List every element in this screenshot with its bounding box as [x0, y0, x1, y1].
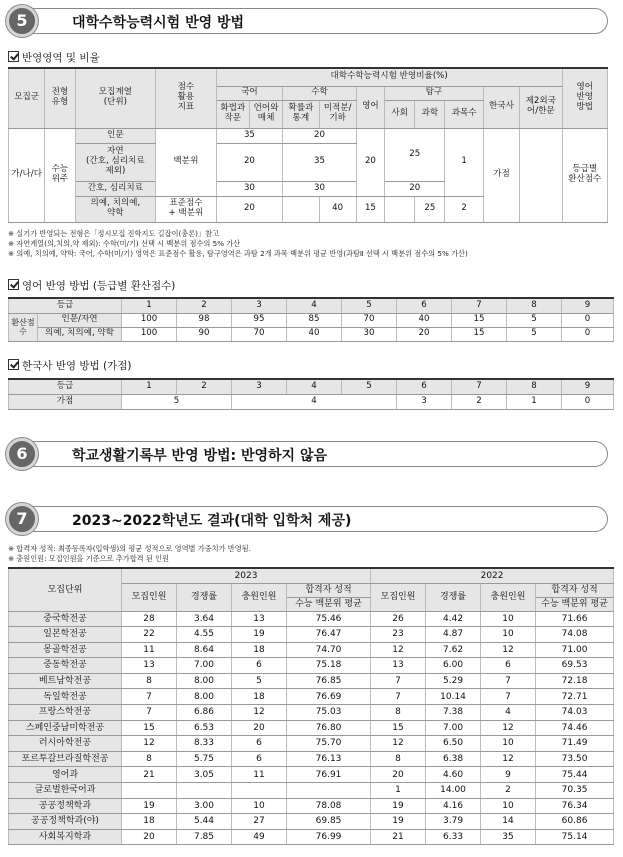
header-foreign: 제2외국 어/한문 — [520, 86, 562, 128]
row-value: 7.62 — [426, 642, 481, 658]
row-value: 74.08 — [536, 627, 614, 643]
row-value: 72.18 — [536, 673, 614, 689]
row-value: 4.16 — [426, 798, 481, 814]
row-unit: 몽골학전공 — [9, 642, 122, 658]
table-row — [9, 767, 614, 783]
eng-val: 15 — [452, 313, 507, 327]
eng-grade: 2 — [177, 298, 232, 313]
row-value: 12 — [371, 642, 426, 658]
cell-english: 20 — [356, 128, 384, 196]
row-value: 27 — [232, 814, 287, 830]
header-m1: 확률과 통계 — [283, 100, 319, 128]
cell-r2-math: 35 — [283, 143, 357, 181]
note-line: ※ 합격자 성적: 최종등록자(입학생)의 평균 성적으로 영역별 가중치가 반영됨. — [8, 544, 251, 553]
cell-eng-method: 등급별 환산점수 — [562, 128, 607, 222]
table-row — [9, 658, 614, 674]
row-value: 49 — [232, 829, 287, 845]
row-value: 10.14 — [426, 689, 481, 705]
row-value: 60.86 — [536, 814, 614, 830]
cell-r2-korean: 20 — [216, 143, 283, 181]
row-value: 74.70 — [287, 642, 371, 658]
section-6-header — [6, 438, 606, 470]
row-unit: 중국학전공 — [9, 611, 122, 627]
row-value: 1 — [371, 783, 426, 799]
row-value: 20 — [371, 767, 426, 783]
eng-val: 5 — [507, 313, 562, 327]
row-value: 22 — [122, 627, 177, 643]
row-value: 4.42 — [426, 611, 481, 627]
cell-r4-korean: 20 — [216, 196, 283, 222]
row-value: 78.08 — [287, 798, 371, 814]
eng-val: 70 — [232, 327, 287, 341]
row-value: 21 — [122, 767, 177, 783]
row-unit: 베트남학전공 — [9, 673, 122, 689]
cell-r3-inquiry: 20 — [385, 181, 445, 196]
row-value: 2 — [481, 783, 536, 799]
table-row — [9, 829, 614, 845]
hist-grade: 7 — [452, 379, 507, 394]
row-value: 5.75 — [177, 751, 232, 767]
hist-grade: 9 — [562, 379, 614, 394]
row-value: 23 — [371, 627, 426, 643]
row-value — [122, 783, 177, 799]
row-value — [177, 783, 232, 799]
row-value: 71.00 — [536, 642, 614, 658]
row-value: 19 — [371, 814, 426, 830]
header-m2: 미적분/ 기하 — [319, 100, 356, 128]
row-value: 7.00 — [177, 658, 232, 674]
row-unit: 러시아학전공 — [9, 736, 122, 752]
row-value: 13 — [232, 611, 287, 627]
row-value: 75.18 — [287, 658, 371, 674]
cell-r3-math: 30 — [283, 181, 357, 196]
row-unit: 일본학전공 — [9, 627, 122, 643]
row-value: 26 — [371, 611, 426, 627]
row-unit: 스페인중남미학전공 — [9, 720, 122, 736]
notes-csat — [8, 229, 468, 259]
results-header-quota: 모집인원 — [371, 583, 426, 611]
header-history: 한국사 — [483, 86, 519, 128]
subheading-english: 영어 반영 방법 (등급별 환산점수) — [8, 278, 175, 293]
row-unit: 공공정책학과(야) — [9, 814, 122, 830]
row-value: 76.69 — [287, 689, 371, 705]
cell-inquiry: 25 — [385, 128, 445, 181]
row-value: 75.46 — [287, 611, 371, 627]
cell-unit-natural: 자연 (간호, 심리치료 제외) — [75, 143, 156, 181]
row-value: 71.49 — [536, 736, 614, 752]
section-7-number: 7 — [6, 503, 38, 535]
row-unit: 포르투갈브라질학전공 — [9, 751, 122, 767]
note-line: ※ 충원인원: 모집인원을 기준으로 추가합격 된 인원 — [8, 554, 170, 563]
table-row — [9, 673, 614, 689]
row-value: 19 — [232, 627, 287, 643]
row-value: 76.85 — [287, 673, 371, 689]
eng-grade-label: 등급 — [9, 298, 122, 313]
section-7-title: 2023~2022학년도 결과(대학 입학처 제공) — [72, 513, 352, 529]
cell-score-b: 표준점수 + 백분위 — [156, 196, 216, 222]
cell-r3-korean: 30 — [216, 181, 283, 196]
subheading-ratio: 반영영역 및 비율 — [8, 50, 100, 65]
row-value: 76.91 — [287, 767, 371, 783]
hist-val: 3 — [397, 394, 452, 409]
row-value: 10 — [481, 611, 536, 627]
row-unit: 글로벌한국어과 — [9, 783, 122, 799]
row-value: 7 — [481, 673, 536, 689]
row-unit: 중동학전공 — [9, 658, 122, 674]
row-value: 35 — [481, 829, 536, 845]
row-value: 18 — [232, 642, 287, 658]
section-6-title: 학교생활기록부 반영 방법: 반영하지 않음 — [72, 448, 328, 464]
row-value: 12 — [371, 736, 426, 752]
row-unit: 영어과 — [9, 767, 122, 783]
row-value: 11 — [122, 642, 177, 658]
note-line: ※ 의예, 치의예, 약학: 국어, 수학(미/기) 영역은 표준점수 활용, 탐구영역은 과탐 2개 과목 백분위 평균 반영(과탐Ⅱ 선택 시 백분위 점수의 5% 가산) — [8, 249, 468, 258]
row-value: 10 — [481, 627, 536, 643]
table-row — [9, 627, 614, 643]
row-value: 8 — [122, 673, 177, 689]
eng-grade: 8 — [507, 298, 562, 313]
notes-results — [8, 544, 251, 564]
results-header-2022: 2022 — [371, 568, 614, 583]
cell-r1-math: 20 — [283, 128, 357, 143]
table-row — [9, 783, 614, 799]
row-value: 6.86 — [177, 705, 232, 721]
row-value: 20 — [122, 829, 177, 845]
section-5-title: 대학수학능력시험 반영 방법 — [72, 15, 245, 31]
row-value: 6.00 — [426, 658, 481, 674]
results-header-quota: 모집인원 — [122, 583, 177, 611]
cell-r4-science: 25 — [415, 196, 445, 222]
header-unit: 모집계열 (단위) — [75, 68, 156, 128]
row-value: 75.44 — [536, 767, 614, 783]
row-value: 6.38 — [426, 751, 481, 767]
row-value: 4.87 — [426, 627, 481, 643]
results-header-score-sub: 수능 백분위 평균 — [287, 597, 371, 611]
eng-val: 40 — [397, 313, 452, 327]
section-5-header — [6, 5, 606, 37]
row-value: 7.85 — [177, 829, 232, 845]
cell-r4-english: 15 — [356, 196, 384, 222]
row-value: 10 — [232, 798, 287, 814]
row-value: 7 — [122, 689, 177, 705]
eng-grade: 1 — [122, 298, 177, 313]
row-value: 4.55 — [177, 627, 232, 643]
row-value: 70.35 — [536, 783, 614, 799]
row-unit: 사회복지학과 — [9, 829, 122, 845]
row-value: 14 — [481, 814, 536, 830]
eng-val: 70 — [342, 313, 397, 327]
section-6-number: 6 — [6, 438, 38, 470]
row-value: 3.79 — [426, 814, 481, 830]
cell-r4-math2: 40 — [319, 196, 356, 222]
row-value: 12 — [122, 736, 177, 752]
row-value: 69.85 — [287, 814, 371, 830]
row-unit: 독일학전공 — [9, 689, 122, 705]
eng-grade: 4 — [287, 298, 342, 313]
row-value: 75.70 — [287, 736, 371, 752]
eng-val: 0 — [562, 327, 614, 341]
table-row — [9, 720, 614, 736]
eng-grade: 5 — [342, 298, 397, 313]
results-header-unit: 모집단위 — [9, 568, 122, 611]
row-value: 69.53 — [536, 658, 614, 674]
subheading-history: 한국사 반영 방법 (가점) — [8, 358, 132, 373]
row-value: 12 — [481, 642, 536, 658]
row-value: 19 — [371, 798, 426, 814]
row-value: 20 — [232, 720, 287, 736]
row-value: 76.34 — [536, 798, 614, 814]
header-english: 영어 — [356, 86, 384, 128]
eng-val: 15 — [452, 327, 507, 341]
row-value: 14.00 — [426, 783, 481, 799]
results-header-add: 충원인원 — [481, 583, 536, 611]
section-5-number: 5 — [6, 5, 38, 37]
english-conversion-table — [8, 297, 614, 342]
hist-val: 5 — [122, 394, 232, 409]
row-value: 18 — [122, 814, 177, 830]
row-value: 5.29 — [426, 673, 481, 689]
table-row — [9, 642, 614, 658]
eng-val: 5 — [507, 327, 562, 341]
header-korean: 국어 — [216, 86, 283, 100]
row-value: 5.44 — [177, 814, 232, 830]
table-row — [9, 798, 614, 814]
header-i1: 사회 — [385, 100, 415, 128]
table-row — [9, 814, 614, 830]
row-value: 8.64 — [177, 642, 232, 658]
header-eng-method: 영어 반영 방법 — [562, 68, 607, 128]
row-value: 8 — [371, 705, 426, 721]
eng-val: 40 — [287, 327, 342, 341]
row-value: 72.71 — [536, 689, 614, 705]
results-header-score-sub: 수능 백분위 평균 — [536, 597, 614, 611]
eng-val: 20 — [397, 327, 452, 341]
row-value: 74.03 — [536, 705, 614, 721]
eng-row2-label: 의예, 치의예, 약학 — [38, 327, 122, 341]
cell-r4-math1 — [283, 196, 319, 222]
row-value: 76.13 — [287, 751, 371, 767]
eng-val: 85 — [287, 313, 342, 327]
eng-grade: 9 — [562, 298, 614, 313]
header-math: 수학 — [283, 86, 357, 100]
row-value: 9 — [481, 767, 536, 783]
cell-r4-social — [385, 196, 415, 222]
row-value: 4.60 — [426, 767, 481, 783]
header-score: 점수 활용 지표 — [156, 68, 216, 128]
row-value: 8 — [371, 751, 426, 767]
row-value: 6 — [232, 751, 287, 767]
row-value: 6.50 — [426, 736, 481, 752]
row-value: 8.00 — [177, 689, 232, 705]
results-header-comp: 경쟁률 — [426, 583, 481, 611]
cell-r1-korean: 35 — [216, 128, 283, 143]
cell-r4-count: 2 — [445, 196, 483, 222]
row-value: 11 — [232, 767, 287, 783]
table-row — [9, 736, 614, 752]
hist-grade-label: 등급 — [9, 379, 122, 394]
results-header-comp: 경쟁률 — [177, 583, 232, 611]
row-value: 6.53 — [177, 720, 232, 736]
row-value: 6 — [481, 658, 536, 674]
hist-val: 4 — [232, 394, 397, 409]
row-value: 18 — [232, 689, 287, 705]
row-value: 75.03 — [287, 705, 371, 721]
hist-grade: 4 — [287, 379, 342, 394]
eng-grade: 3 — [232, 298, 287, 313]
row-value: 7 — [122, 705, 177, 721]
row-value: 71.66 — [536, 611, 614, 627]
header-inquiry: 탐구 — [385, 86, 484, 100]
row-value: 15 — [122, 720, 177, 736]
row-value: 7 — [371, 689, 426, 705]
row-value: 76.47 — [287, 627, 371, 643]
row-value: 12 — [481, 751, 536, 767]
row-value: 3.05 — [177, 767, 232, 783]
hist-val: 1 — [507, 394, 562, 409]
note-line: ※ 실기가 반영되는 전형은「정시모집 진학지도 길잡이(총론)」참고 — [8, 229, 220, 238]
eng-row1-label: 인문/자연 — [38, 313, 122, 327]
eng-grade: 7 — [452, 298, 507, 313]
row-value: 74.46 — [536, 720, 614, 736]
row-value: 7.38 — [426, 705, 481, 721]
row-value: 15 — [371, 720, 426, 736]
cell-foreign — [520, 128, 562, 222]
row-value: 7 — [481, 689, 536, 705]
row-value: 7.00 — [426, 720, 481, 736]
row-value: 6.33 — [426, 829, 481, 845]
row-unit: 프랑스학전공 — [9, 705, 122, 721]
hist-grade: 1 — [122, 379, 177, 394]
hist-grade: 3 — [232, 379, 287, 394]
eng-val: 95 — [232, 313, 287, 327]
row-value: 28 — [122, 611, 177, 627]
hist-val: 0 — [562, 394, 614, 409]
hist-grade: 5 — [342, 379, 397, 394]
hist-grade: 8 — [507, 379, 562, 394]
header-i2: 과학 — [415, 100, 445, 128]
eng-val: 0 — [562, 313, 614, 327]
results-table — [8, 567, 614, 845]
hist-grade: 6 — [397, 379, 452, 394]
row-value — [232, 783, 287, 799]
header-type: 전형 유형 — [45, 68, 75, 128]
eng-conv-label: 환산점수 — [9, 313, 38, 341]
checkbox-icon — [8, 279, 19, 290]
cell-group: 가/나/다 — [9, 128, 45, 222]
row-value: 3.64 — [177, 611, 232, 627]
eng-val: 100 — [122, 327, 177, 341]
row-value: 7 — [371, 673, 426, 689]
row-value: 12 — [232, 705, 287, 721]
cell-unit-nursing: 간호, 심리치료 — [75, 181, 156, 196]
cell-type: 수능 위주 — [45, 128, 75, 222]
row-value: 5 — [232, 673, 287, 689]
csat-ratio-table — [8, 67, 608, 223]
row-value: 73.50 — [536, 751, 614, 767]
row-value: 13 — [371, 658, 426, 674]
checkbox-icon — [8, 51, 19, 62]
results-header-2023: 2023 — [122, 568, 371, 583]
row-value: 6 — [232, 736, 287, 752]
hist-bonus-label: 가점 — [9, 394, 122, 409]
cell-unit-humanities: 인문 — [75, 128, 156, 143]
results-body — [9, 611, 614, 845]
table-row — [9, 705, 614, 721]
results-header-score: 합격자 성적 — [287, 583, 371, 597]
hist-val: 2 — [452, 394, 507, 409]
row-value: 21 — [371, 829, 426, 845]
row-value: 6 — [232, 658, 287, 674]
row-value: 8.00 — [177, 673, 232, 689]
row-value: 13 — [122, 658, 177, 674]
eng-grade: 6 — [397, 298, 452, 313]
header-ratio: 대학수학능력시험 반영비율(%) — [216, 68, 562, 86]
note-line: ※ 자연계열(의,치의,약 제외): 수학(미/기) 선택 시 백분위 점수의 5% 가산 — [8, 239, 241, 248]
section-7-header — [6, 503, 606, 535]
checkbox-icon — [8, 359, 19, 370]
eng-val: 90 — [177, 327, 232, 341]
cell-unit-medical: 의예, 치의예, 약학 — [75, 196, 156, 222]
header-i3: 과목수 — [445, 100, 483, 128]
row-value: 75.14 — [536, 829, 614, 845]
results-header-add: 충원인원 — [232, 583, 287, 611]
cell-score-a: 백분위 — [156, 128, 216, 196]
header-k2: 언어와 매체 — [249, 100, 282, 128]
table-row — [9, 689, 614, 705]
table-row — [9, 751, 614, 767]
cell-count: 1 — [445, 128, 483, 196]
cell-history: 가점 — [483, 128, 519, 222]
row-value: 8 — [122, 751, 177, 767]
eng-val: 30 — [342, 327, 397, 341]
header-k1: 화법과 작문 — [216, 100, 249, 128]
eng-val: 100 — [122, 313, 177, 327]
row-value: 19 — [122, 798, 177, 814]
table-row — [9, 611, 614, 627]
header-group: 모집군 — [9, 68, 45, 128]
row-unit: 공공정책학과 — [9, 798, 122, 814]
results-header-score: 합격자 성적 — [536, 583, 614, 597]
row-value: 3.00 — [177, 798, 232, 814]
row-value: 12 — [481, 720, 536, 736]
row-value: 4 — [481, 705, 536, 721]
eng-val: 98 — [177, 313, 232, 327]
row-value: 8.33 — [177, 736, 232, 752]
row-value: 76.80 — [287, 720, 371, 736]
hist-grade: 2 — [177, 379, 232, 394]
row-value — [287, 783, 371, 799]
row-value: 76.99 — [287, 829, 371, 845]
history-bonus-table — [8, 378, 614, 410]
row-value: 10 — [481, 798, 536, 814]
row-value: 10 — [481, 736, 536, 752]
